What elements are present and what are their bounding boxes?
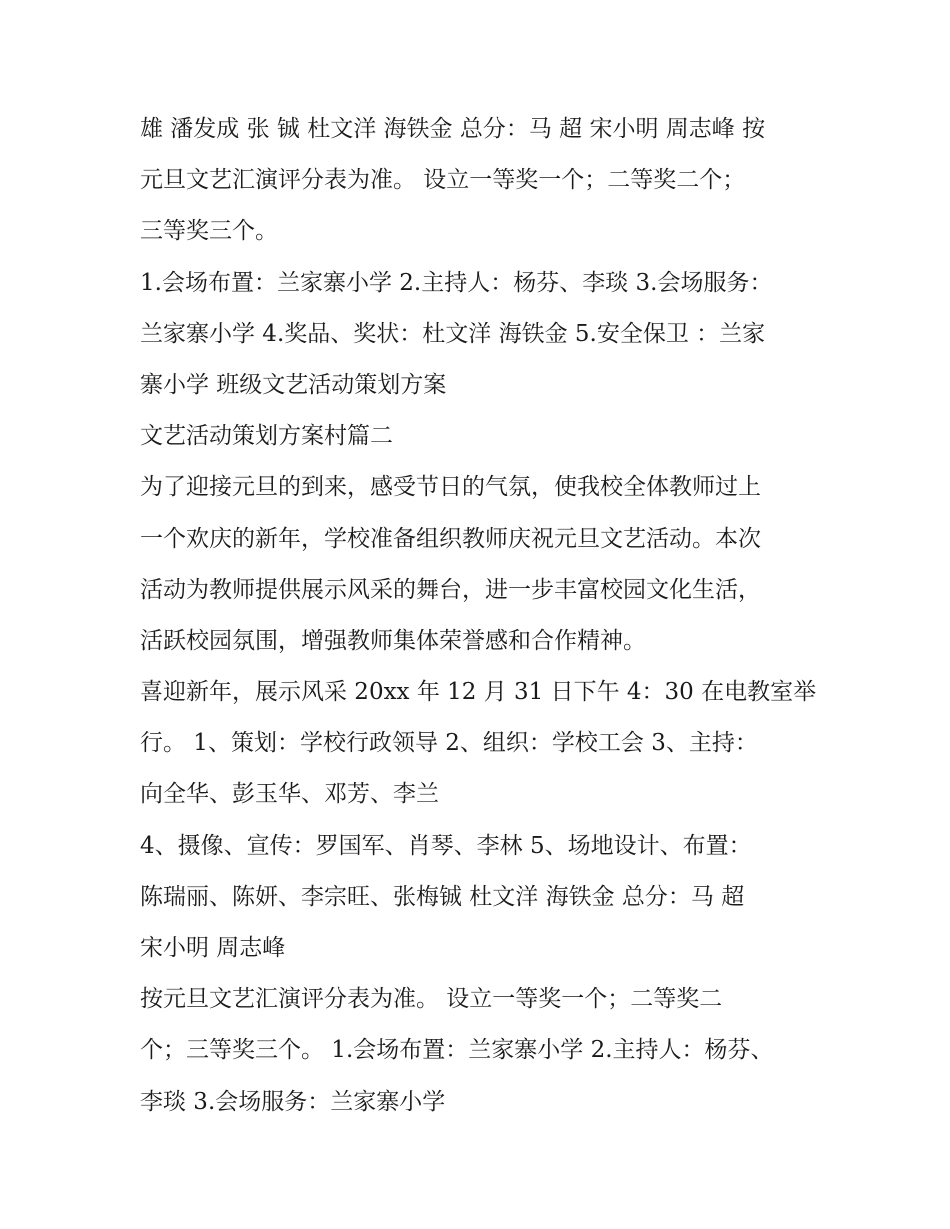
text-line: 向全华、彭玉华、邓芳、李兰 [140, 781, 439, 808]
text-line: 陈瑞丽、陈妍、李宗旺、张梅铖 杜文洋 海铁金 总分：马 超 [140, 883, 745, 910]
text-line: 李琰 3.会场服务：兰家寨小学 [140, 1088, 446, 1115]
text-line: 宋小明 周志峰 [140, 935, 286, 961]
text-line: 寨小学 班级文艺活动策划方案 [140, 371, 447, 398]
text-line: 雄 潘发成 张 铖 杜文洋 海铁金 总分：马 超 宋小明 周志峰 按 [140, 116, 766, 142]
text-line: 喜迎新年，展示风采 20xx 年 12 月 31 日下午 4：30 在电教室举 [140, 679, 817, 706]
text-line: 一个欢庆的新年，学校准备组织教师庆祝元旦文艺活动。本次 [140, 525, 761, 552]
text-line: 1.会场布置：兰家寨小学 2.主持人：杨芬、李琰 3.会场服务： [140, 269, 773, 296]
text-line: 元旦文艺汇演评分表为准。 设立一等奖一个；二等奖二个； [140, 167, 746, 194]
text-line: 按元旦文艺汇演评分表为准。 设立一等奖一个；二等奖二 [140, 986, 723, 1013]
text-line: 4、摄像、宣传：罗国军、肖琴、李林 5、场地设计、布置： [140, 832, 752, 859]
text-line: 活跃校园氛围，增强教师集体荣誉感和合作精神。 [140, 627, 646, 654]
text-line: 个；三等奖三个。 1.会场布置：兰家寨小学 2.主持人：杨芬、 [140, 1037, 774, 1064]
text-line: 行。 1、策划：学校行政领导 2、组织：学校工会 3、主持： [140, 730, 758, 757]
body-text [140, 104, 830, 1128]
text-line: 为了迎接元旦的到来，感受节日的气氛，使我校全体教师过上 [140, 474, 761, 501]
text-line: 活动为教师提供展示风采的舞台，进一步丰富校园文化生活， [140, 576, 761, 603]
section-heading: 文艺活动策划方案村篇二 [140, 423, 393, 450]
text-line: 兰家寨小学 4.奖品、奖状：杜文洋 海铁金 5.安全保卫 ：兰家 [140, 320, 766, 347]
text-line: 三等奖三个。 [140, 218, 278, 245]
